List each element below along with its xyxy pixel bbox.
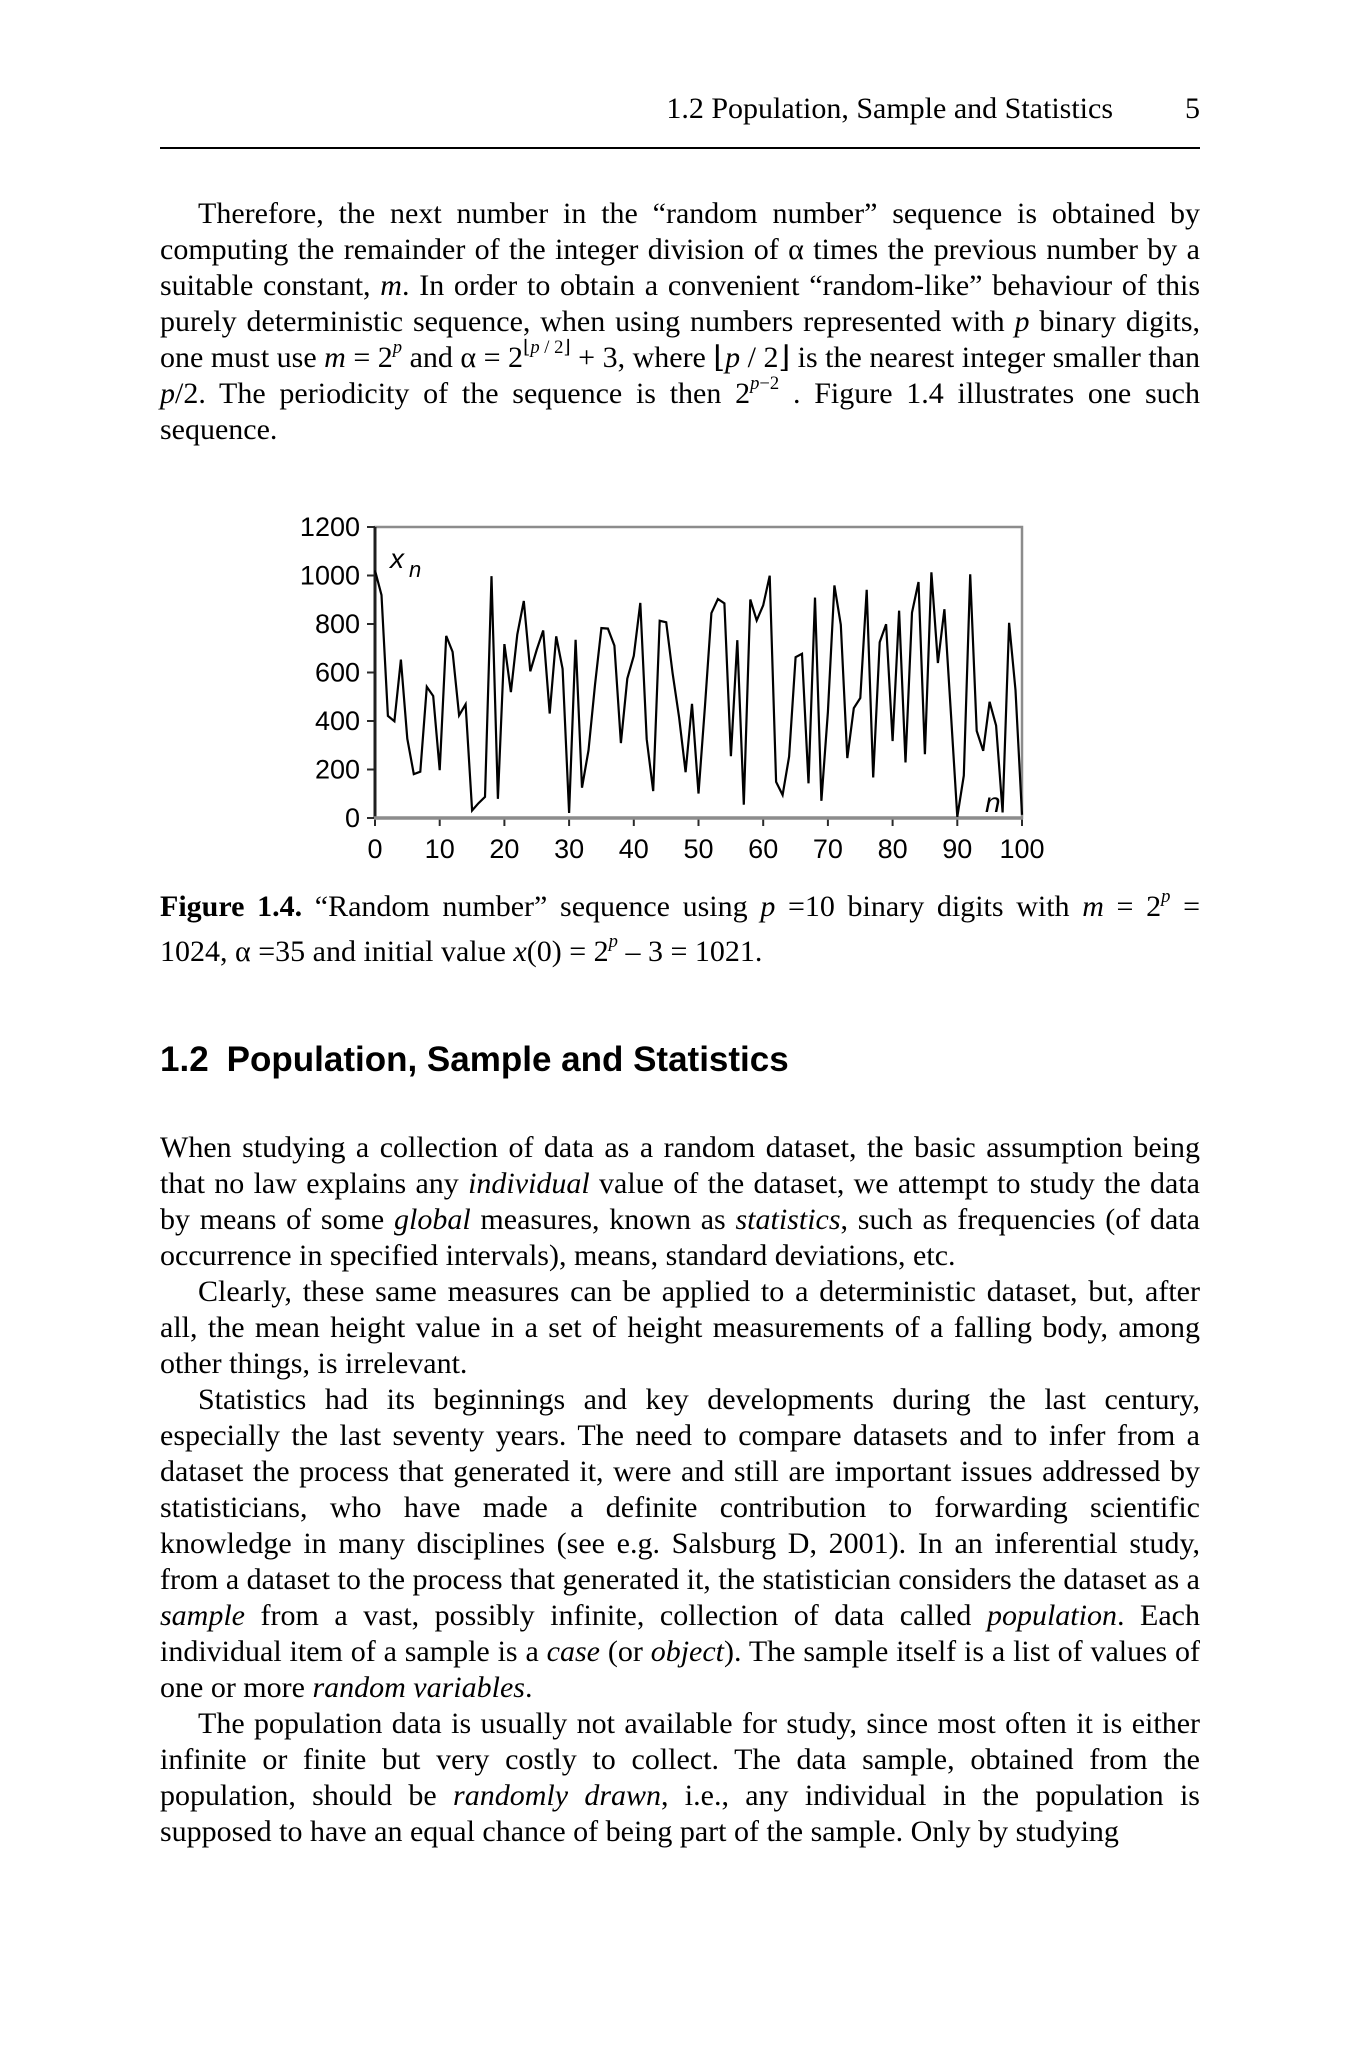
svg-text:0: 0 xyxy=(344,803,360,833)
svg-text:40: 40 xyxy=(618,834,649,864)
svg-text:n: n xyxy=(409,557,422,582)
svg-text:200: 200 xyxy=(314,754,360,785)
header-rule xyxy=(160,147,1200,149)
svg-text:400: 400 xyxy=(314,706,360,736)
svg-text:50: 50 xyxy=(683,834,714,864)
body-text-block xyxy=(160,1130,1200,1850)
running-head-title: 1.2 Population, Sample and Statistics xyxy=(666,92,1113,125)
svg-text:60: 60 xyxy=(748,834,779,864)
paragraph-population-data: The population data is usually not available for study, since most often it is either infinite or finite but very costly to collect. The data sample, obtained from the population, should be randomly drawn, i.e., any individual in the population is supposed to have an equal chance of being part of the sample. Only by studying xyxy=(160,1707,1200,1848)
svg-text:100: 100 xyxy=(999,834,1045,864)
paragraph-when-studying: When studying a collection of data as a random dataset, the basic assumption being that no law explains any individual value of the dataset, we attempt to study the data by means of some global measures, known as statistics, such as frequencies (of data occurrence in specified intervals), means, standard deviations, etc. xyxy=(160,1131,1201,1272)
svg-text:800: 800 xyxy=(314,609,360,639)
svg-text:20: 20 xyxy=(489,834,520,864)
svg-text:1200: 1200 xyxy=(300,512,360,542)
svg-text:x: x xyxy=(390,543,404,574)
svg-text:70: 70 xyxy=(812,834,843,864)
section-number: 1.2 xyxy=(160,1040,209,1079)
svg-text:600: 600 xyxy=(314,657,360,688)
svg-text:80: 80 xyxy=(877,834,908,864)
svg-text:10: 10 xyxy=(424,834,455,864)
figure-1-4 xyxy=(300,505,1080,865)
figure-caption: Figure 1.4. “Random number” sequence using p =10 binary digits with $m = 2^p = 1024$, α =35 and initial value $x(0) = 2^p - 3 = 1021$. xyxy=(160,886,1201,968)
random-sequence-line-chart xyxy=(300,505,1080,865)
svg-text:n: n xyxy=(985,787,1001,818)
page-number: 5 xyxy=(1185,92,1200,125)
section-title: Population, Sample and Statistics xyxy=(226,1040,789,1079)
svg-text:1000: 1000 xyxy=(300,560,360,591)
svg-text:30: 30 xyxy=(554,834,585,864)
section-heading xyxy=(160,1040,1200,1080)
running-header xyxy=(160,92,1200,126)
paragraph-clearly: Clearly, these same measures can be applied to a deterministic dataset, but, after all, the mean height value in a set of height measurements of a falling body, among other things, is irrelevant. xyxy=(160,1275,1200,1380)
paragraph-intro: Therefore, the next number in the “random number” sequence is obtained by computing the remainder of the integer division of α times the previous number by a suitable constant, m. In order to obtain a convenient “random-like” behaviour of this purely deterministic sequence, when using numbers represented with p binary digits, one must use $m = 2^p$ and $\alpha = 2^{⌊p}$ $^{/ 2⌋}$ + 3, where ⌊p / 2⌋ is the nearest integer smaller than p/2. The periodicity of the sequence is then $2^{p-2}$ . Figure 1.4 illustrates one such sequence. xyxy=(160,197,1201,446)
svg-text:90: 90 xyxy=(942,834,973,864)
svg-text:0: 0 xyxy=(367,834,383,864)
paragraph-statistics-history: Statistics had its beginnings and key developments during the last century, especially the last seventy years. The need to compare datasets and to infer from a dataset the process that generated it, were and still are important issues addressed by statisticians, who have made a definite contribution to forwarding scientific knowledge in many disciplines (see e.g. Salsburg D, 2001). In an inferential study, from a dataset to the process that generated it, the statistician considers the dataset as a sample from a vast, possibly infinite, collection of data called population. Each individual item of a sample is a case (or object). The sample itself is a list of values of one or more random variables. xyxy=(160,1383,1200,1704)
